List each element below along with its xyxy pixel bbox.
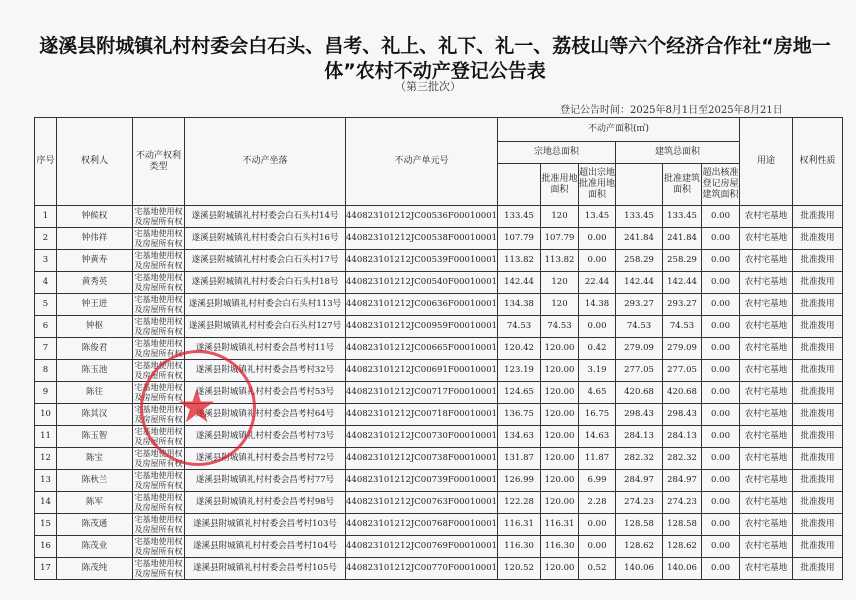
cell-land-approved: 120.00: [541, 558, 579, 580]
cell-land-approved: 120: [541, 272, 579, 294]
header-unit-no: 不动产单元号: [346, 118, 498, 206]
cell-seq: 13: [35, 470, 57, 492]
cell-land-total: 107.79: [498, 228, 541, 250]
cell-seq: 16: [35, 536, 57, 558]
cell-land-total: 120.52: [498, 558, 541, 580]
cell-owner: 陈往: [57, 382, 133, 404]
cell-owner: 钟伟祥: [57, 228, 133, 250]
table-row: [35, 228, 843, 250]
cell-land-total: 134.63: [498, 426, 541, 448]
cell-land-approved: 113.82: [541, 250, 579, 272]
cell-nature: 批准拨用: [793, 382, 843, 404]
cell-location: 遂溪县附城镇礼村村委会昌考村73号: [185, 426, 346, 448]
cell-location: 遂溪县附城镇礼村村委会昌考村98号: [185, 492, 346, 514]
cell-unit-no: 440823101212JC00538F00010001: [346, 228, 498, 250]
table-row: [35, 558, 843, 580]
cell-usage: 农村宅基地: [740, 228, 793, 250]
cell-building-approved: 74.53: [663, 316, 702, 338]
cell-land-excess: 0.00: [579, 250, 616, 272]
cell-nature: 批准拨用: [793, 514, 843, 536]
cell-building-excess: 0.00: [702, 360, 740, 382]
header-building-total-value: [616, 164, 663, 206]
cell-seq: 1: [35, 206, 57, 228]
cell-seq: 12: [35, 448, 57, 470]
cell-right-type: 宅基地使用权及房屋所有权: [134, 250, 183, 270]
cell-land-excess: 4.65: [579, 382, 616, 404]
cell-usage: 农村宅基地: [740, 536, 793, 558]
cell-seq: 3: [35, 250, 57, 272]
cell-land-excess: 3.19: [579, 360, 616, 382]
cell-seq: 17: [35, 558, 57, 580]
cell-location: 遂溪县附城镇礼村村委会昌考村64号: [185, 404, 346, 426]
cell-seq: 11: [35, 426, 57, 448]
cell-land-excess: 0.52: [579, 558, 616, 580]
cell-building-excess: 0.00: [702, 272, 740, 294]
cell-right-type: 宅基地使用权及房屋所有权: [134, 448, 183, 468]
cell-building-approved: 128.58: [663, 514, 702, 536]
announcement-period: 登记公告时间：2025年8月1日至2025年8月21日: [560, 105, 783, 116]
cell-owner: 陈秋兰: [57, 470, 133, 492]
cell-building-approved: 142.44: [663, 272, 702, 294]
cell-location: 遂溪县附城镇礼村村委会昌考村103号: [185, 514, 346, 536]
cell-land-total: 142.44: [498, 272, 541, 294]
cell-building-excess: 0.00: [702, 228, 740, 250]
cell-owner: 钟黄寿: [57, 250, 133, 272]
cell-land-total: 136.75: [498, 404, 541, 426]
cell-building-approved: 420.68: [663, 382, 702, 404]
cell-nature: 批准拨用: [793, 360, 843, 382]
cell-building-excess: 0.00: [702, 558, 740, 580]
cell-land-excess: 22.44: [579, 272, 616, 294]
cell-land-total: 74.53: [498, 316, 541, 338]
cell-location: 遂溪县附城镇礼村村委会昌考村77号: [185, 470, 346, 492]
cell-building-approved: 274.23: [663, 492, 702, 514]
cell-seq: 6: [35, 316, 57, 338]
cell-land-excess: 0.00: [579, 228, 616, 250]
cell-building-excess: 0.00: [702, 294, 740, 316]
cell-land-excess: 0.00: [579, 316, 616, 338]
cell-right-type: 宅基地使用权及房屋所有权: [134, 426, 183, 446]
cell-nature: 批准拨用: [793, 316, 843, 338]
cell-location: 遂溪县附城镇礼村村委会昌考村72号: [185, 448, 346, 470]
cell-location: 遂溪县附城镇礼村村委会昌考村105号: [185, 558, 346, 580]
table-row: [35, 360, 843, 382]
cell-owner: 陈其汉: [57, 404, 133, 426]
cell-usage: 农村宅基地: [740, 294, 793, 316]
cell-land-total: 131.87: [498, 448, 541, 470]
cell-seq: 15: [35, 514, 57, 536]
cell-owner: 钟王进: [57, 294, 133, 316]
cell-right-type: 宅基地使用权及房屋所有权: [134, 558, 183, 578]
cell-right-type: 宅基地使用权及房屋所有权: [134, 360, 183, 380]
cell-building-approved: 128.62: [663, 536, 702, 558]
cell-building-total: 279.09: [616, 338, 663, 360]
cell-seq: 8: [35, 360, 57, 382]
header-location: 不动产坐落: [185, 118, 346, 206]
cell-land-approved: 120: [541, 294, 579, 316]
cell-unit-no: 440823101212JC00730F00010001: [346, 426, 498, 448]
cell-building-excess: 0.00: [702, 206, 740, 228]
cell-building-approved: 277.05: [663, 360, 702, 382]
cell-building-excess: 0.00: [702, 448, 740, 470]
cell-seq: 5: [35, 294, 57, 316]
cell-usage: 农村宅基地: [740, 272, 793, 294]
cell-usage: 农村宅基地: [740, 382, 793, 404]
document-title: 遂溪县附城镇礼村村委会白石头、昌考、礼上、礼下、礼一、荔枝山等六个经济合作社“房地一体”农村不动产登记公告表: [39, 35, 831, 82]
header-right-type: 不动产权利类型: [133, 118, 185, 206]
cell-building-approved: 282.32: [663, 448, 702, 470]
batch-subtitle: （第三批次）: [395, 80, 461, 93]
cell-land-excess: 0.00: [579, 536, 616, 558]
cell-land-approved: 120: [541, 206, 579, 228]
cell-building-excess: 0.00: [702, 426, 740, 448]
cell-owner: 陈茂通: [57, 514, 133, 536]
cell-building-total: 274.23: [616, 492, 663, 514]
cell-building-total: 140.06: [616, 558, 663, 580]
cell-building-total: 258.29: [616, 250, 663, 272]
cell-location: 遂溪县附城镇礼村村委会昌考村11号: [185, 338, 346, 360]
cell-building-total: 142.44: [616, 272, 663, 294]
cell-land-total: 116.31: [498, 514, 541, 536]
header-area-group: 不动产面积(㎡): [498, 118, 740, 142]
header-building-approved: 批准建筑面积: [663, 164, 702, 206]
cell-unit-no: 440823101212JC00739F00010001: [346, 470, 498, 492]
table-row: [35, 470, 843, 492]
cell-building-total: 284.97: [616, 470, 663, 492]
header-usage: 用途: [740, 118, 793, 206]
cell-unit-no: 440823101212JC00769F00010001: [346, 536, 498, 558]
cell-owner: 钟候权: [57, 206, 133, 228]
cell-land-excess: 14.38: [579, 294, 616, 316]
cell-unit-no: 440823101212JC00959F00010001: [346, 316, 498, 338]
cell-land-excess: 11.87: [579, 448, 616, 470]
cell-land-excess: 0.00: [579, 514, 616, 536]
cell-seq: 4: [35, 272, 57, 294]
table-row: [35, 338, 843, 360]
cell-building-excess: 0.00: [702, 536, 740, 558]
cell-unit-no: 440823101212JC00636F00010001: [346, 294, 498, 316]
table-row: [35, 382, 843, 404]
cell-building-total: 74.53: [616, 316, 663, 338]
cell-land-excess: 2.28: [579, 492, 616, 514]
cell-location: 遂溪县附城镇礼村村委会白石头村17号: [185, 250, 346, 272]
cell-building-approved: 133.45: [663, 206, 702, 228]
cell-right-type: 宅基地使用权及房屋所有权: [134, 338, 183, 358]
cell-seq: 7: [35, 338, 57, 360]
cell-land-excess: 16.75: [579, 404, 616, 426]
cell-building-excess: 0.00: [702, 382, 740, 404]
table-row: [35, 206, 843, 228]
cell-building-excess: 0.00: [702, 492, 740, 514]
table-row: [35, 316, 843, 338]
cell-location: 遂溪县附城镇礼村村委会昌考村32号: [185, 360, 346, 382]
cell-nature: 批准拨用: [793, 338, 843, 360]
cell-right-type: 宅基地使用权及房屋所有权: [134, 228, 183, 248]
header-land-total-value: [498, 164, 541, 206]
cell-right-type: 宅基地使用权及房屋所有权: [134, 294, 183, 314]
header-building-total: 建筑总面积: [616, 142, 740, 164]
table-row: [35, 426, 843, 448]
cell-owner: 陈俊君: [57, 338, 133, 360]
cell-nature: 批准拨用: [793, 426, 843, 448]
cell-building-total: 282.32: [616, 448, 663, 470]
cell-owner: 黄秀英: [57, 272, 133, 294]
seal-star-icon: ★: [176, 379, 218, 433]
cell-usage: 农村宅基地: [740, 316, 793, 338]
cell-location: 遂溪县附城镇礼村村委会白石头村14号: [185, 206, 346, 228]
header-land-excess: 超出宗地批准用地面积: [579, 164, 616, 206]
cell-unit-no: 440823101212JC00717F00010001: [346, 382, 498, 404]
cell-nature: 批准拨用: [793, 228, 843, 250]
cell-land-excess: 0.42: [579, 338, 616, 360]
cell-land-approved: 120.00: [541, 404, 579, 426]
cell-nature: 批准拨用: [793, 536, 843, 558]
cell-usage: 农村宅基地: [740, 338, 793, 360]
cell-nature: 批准拨用: [793, 448, 843, 470]
cell-building-total: 277.05: [616, 360, 663, 382]
cell-land-total: 123.19: [498, 360, 541, 382]
cell-location: 遂溪县附城镇礼村村委会白石头村18号: [185, 272, 346, 294]
table-row: [35, 272, 843, 294]
cell-usage: 农村宅基地: [740, 250, 793, 272]
cell-land-excess: 6.99: [579, 470, 616, 492]
cell-building-excess: 0.00: [702, 316, 740, 338]
cell-usage: 农村宅基地: [740, 426, 793, 448]
header-land-approved: 批准用地面积: [541, 164, 579, 206]
cell-right-type: 宅基地使用权及房屋所有权: [134, 316, 183, 336]
cell-seq: 10: [35, 404, 57, 426]
cell-land-approved: 120.00: [541, 492, 579, 514]
cell-land-total: 113.82: [498, 250, 541, 272]
cell-land-approved: 116.31: [541, 514, 579, 536]
cell-building-approved: 140.06: [663, 558, 702, 580]
cell-land-total: 122.28: [498, 492, 541, 514]
cell-unit-no: 440823101212JC00718F00010001: [346, 404, 498, 426]
cell-nature: 批准拨用: [793, 404, 843, 426]
cell-land-total: 120.42: [498, 338, 541, 360]
cell-location: 遂溪县附城镇礼村村委会白石头村127号: [185, 316, 346, 338]
cell-building-approved: 298.43: [663, 404, 702, 426]
cell-land-total: 134.38: [498, 294, 541, 316]
cell-nature: 批准拨用: [793, 470, 843, 492]
cell-land-approved: 116.30: [541, 536, 579, 558]
cell-land-total: 133.45: [498, 206, 541, 228]
cell-location: 遂溪县附城镇礼村村委会昌考村104号: [185, 536, 346, 558]
cell-usage: 农村宅基地: [740, 404, 793, 426]
cell-nature: 批准拨用: [793, 558, 843, 580]
cell-building-excess: 0.00: [702, 514, 740, 536]
cell-building-total: 420.68: [616, 382, 663, 404]
cell-nature: 批准拨用: [793, 206, 843, 228]
cell-building-approved: 279.09: [663, 338, 702, 360]
cell-right-type: 宅基地使用权及房屋所有权: [134, 382, 183, 402]
cell-usage: 农村宅基地: [740, 558, 793, 580]
cell-owner: 陈宝: [57, 448, 133, 470]
cell-land-approved: 107.79: [541, 228, 579, 250]
registration-table: [34, 117, 843, 580]
cell-nature: 批准拨用: [793, 294, 843, 316]
cell-nature: 批准拨用: [793, 250, 843, 272]
cell-unit-no: 440823101212JC00768F00010001: [346, 514, 498, 536]
header-nature: 权利性质: [793, 118, 843, 206]
cell-building-total: 128.58: [616, 514, 663, 536]
cell-unit-no: 440823101212JC00738F00010001: [346, 448, 498, 470]
cell-nature: 批准拨用: [793, 492, 843, 514]
cell-land-approved: 120.00: [541, 470, 579, 492]
cell-right-type: 宅基地使用权及房屋所有权: [134, 514, 183, 534]
cell-building-total: 298.43: [616, 404, 663, 426]
cell-building-excess: 0.00: [702, 470, 740, 492]
cell-land-excess: 14.63: [579, 426, 616, 448]
header-seq: 序号: [35, 118, 57, 206]
cell-owner: 陈军: [57, 492, 133, 514]
table-row: [35, 514, 843, 536]
cell-building-approved: 241.84: [663, 228, 702, 250]
cell-land-excess: 13.45: [579, 206, 616, 228]
cell-usage: 农村宅基地: [740, 514, 793, 536]
cell-seq: 9: [35, 382, 57, 404]
cell-right-type: 宅基地使用权及房屋所有权: [134, 272, 183, 292]
cell-unit-no: 440823101212JC00536F00010001: [346, 206, 498, 228]
cell-owner: 陈玉池: [57, 360, 133, 382]
header-building-excess: 超出核准登记房屋建筑面积: [702, 164, 740, 206]
cell-unit-no: 440823101212JC00763F00010001: [346, 492, 498, 514]
cell-usage: 农村宅基地: [740, 448, 793, 470]
table-row: [35, 492, 843, 514]
cell-seq: 2: [35, 228, 57, 250]
cell-building-approved: 258.29: [663, 250, 702, 272]
cell-usage: 农村宅基地: [740, 206, 793, 228]
cell-building-total: 284.13: [616, 426, 663, 448]
cell-owner: 陈玉智: [57, 426, 133, 448]
cell-building-excess: 0.00: [702, 338, 740, 360]
cell-right-type: 宅基地使用权及房屋所有权: [134, 404, 183, 424]
cell-building-approved: 284.97: [663, 470, 702, 492]
table-row: [35, 250, 843, 272]
cell-land-approved: 120.00: [541, 338, 579, 360]
cell-land-total: 124.65: [498, 382, 541, 404]
cell-location: 遂溪县附城镇礼村村委会白石头村113号: [185, 294, 346, 316]
cell-owner: 陈茂纯: [57, 558, 133, 580]
cell-land-total: 116.30: [498, 536, 541, 558]
table-row: [35, 448, 843, 470]
table-row: [35, 536, 843, 558]
cell-land-approved: 74.53: [541, 316, 579, 338]
cell-land-total: 126.99: [498, 470, 541, 492]
cell-seq: 14: [35, 492, 57, 514]
cell-right-type: 宅基地使用权及房屋所有权: [134, 470, 183, 490]
cell-building-approved: 293.27: [663, 294, 702, 316]
cell-owner: 陈茂业: [57, 536, 133, 558]
cell-unit-no: 440823101212JC00665F00010001: [346, 338, 498, 360]
cell-usage: 农村宅基地: [740, 470, 793, 492]
cell-building-total: 293.27: [616, 294, 663, 316]
header-owner: 权利人: [57, 118, 133, 206]
cell-right-type: 宅基地使用权及房屋所有权: [134, 536, 183, 556]
cell-building-total: 133.45: [616, 206, 663, 228]
cell-land-approved: 120.00: [541, 382, 579, 404]
cell-usage: 农村宅基地: [740, 360, 793, 382]
cell-building-excess: 0.00: [702, 404, 740, 426]
cell-location: 遂溪县附城镇礼村村委会白石头村16号: [185, 228, 346, 250]
table-row: [35, 294, 843, 316]
cell-nature: 批准拨用: [793, 272, 843, 294]
cell-usage: 农村宅基地: [740, 492, 793, 514]
cell-building-total: 241.84: [616, 228, 663, 250]
table-body: [35, 206, 843, 580]
cell-building-excess: 0.00: [702, 250, 740, 272]
cell-unit-no: 440823101212JC00539F00010001: [346, 250, 498, 272]
cell-building-approved: 284.13: [663, 426, 702, 448]
cell-location: 遂溪县附城镇礼村村委会昌考村53号: [185, 382, 346, 404]
cell-unit-no: 440823101212JC00540F00010001: [346, 272, 498, 294]
cell-unit-no: 440823101212JC00770F00010001: [346, 558, 498, 580]
header-land-total: 宗地总面积: [498, 142, 616, 164]
cell-owner: 钟枢: [57, 316, 133, 338]
cell-land-approved: 120.00: [541, 360, 579, 382]
cell-land-approved: 120.00: [541, 426, 579, 448]
cell-right-type: 宅基地使用权及房屋所有权: [134, 206, 183, 226]
table-row: [35, 404, 843, 426]
cell-right-type: 宅基地使用权及房屋所有权: [134, 492, 183, 512]
cell-land-approved: 120.00: [541, 448, 579, 470]
cell-building-total: 128.62: [616, 536, 663, 558]
cell-unit-no: 440823101212JC00691F00010001: [346, 360, 498, 382]
